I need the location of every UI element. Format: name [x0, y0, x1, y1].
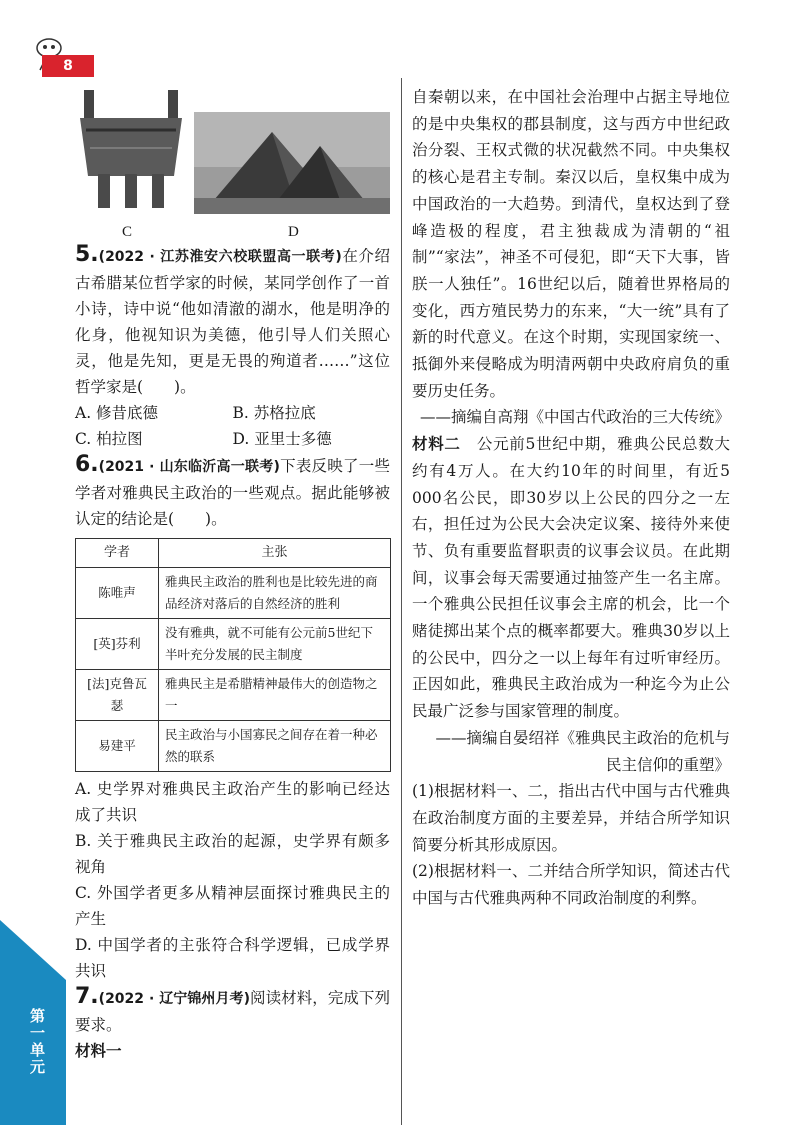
q6-source: (2021 · 山东临沂高一联考): [98, 459, 280, 475]
table-cell-claim: 雅典民主政治的胜利也是比较先进的商品经济对落后的自然经济的胜利: [159, 568, 391, 619]
material-2: [412, 431, 730, 725]
q5-number: 5.: [75, 242, 99, 267]
q6-stem: [75, 452, 390, 532]
requirement-1: (1)根据材料一、二，指出古代中国与古代雅典在政治制度方面的主要差异，并结合所学知识简要分析其形成原因。: [412, 782, 730, 854]
q5-text: 在介绍古希腊某位哲学家的时候，某同学创作了一首小诗，诗中说“他如清澈的湖水，他是明净的化身，他视知识为美德，他引导人们关照心灵，他是先知，更是无畏的殉道者……”这位哲学家是( )。: [75, 247, 390, 396]
q5-option-c[interactable]: C. 柏拉图: [75, 430, 143, 448]
table-header-row: [76, 539, 391, 568]
q6-option-a[interactable]: A. 史学界对雅典民主政治产生的影响已经达成了共识: [75, 780, 390, 824]
table-cell-scholar: [法]克鲁瓦瑟: [76, 670, 159, 721]
q5-stem: [75, 242, 390, 400]
table-cell-scholar: 陈唯声: [76, 568, 159, 619]
material-2-label: 材料二: [412, 435, 461, 454]
q7-number: 7.: [75, 984, 99, 1009]
material-1-text: 自秦朝以来，在中国社会治理中占据主导地位的是中央集权的郡县制度，这与西方中世纪政治分裂、王权式微的状况截然不同。中央集权的核心是君主专制。秦汉以后，皇权集中成为中国政治的一大趋势。到清代，皇权达到了登峰造极的程度，君主独裁成为清朝的“祖制”“家法”，神圣不可侵犯，即“天下大事，皆朕一人独任”。16世纪以后，随着世界格局的变化，西方殖民势力的东来，“大一统”具有了新的时代意义。在这个时期，实现国家统一、抵御外来侵略成为明清两朝中央政府肩负的重要历史任务。: [412, 88, 730, 400]
material-2-source-line-2: 民主信仰的重塑》: [605, 755, 730, 774]
table-header-scholar: 学者: [76, 539, 159, 568]
q5-options-row-2: [75, 426, 390, 452]
caption-c: C: [122, 224, 133, 240]
table-cell-claim: 民主政治与小国寡民之间存在着一种必然的联系: [159, 721, 391, 772]
right-column: [412, 84, 730, 912]
material-2-source-line-1: ——摘编自晏绍祥《雅典民主政治的危机与: [435, 728, 730, 747]
material-2-text: 公元前5世纪中期，雅典公民总数大约有4万人。在大约10年的时间里，有近5 000名公民，即30岁以上公民的四分之一左右，担任过为公民大会决定议案、接待外来使节、负有重要监督职责的议事会议员。在此期间，议事会每天需要通过抽签产生一名主席。一个雅典公民担任议事会主席的机会，比一个赌徒掷出某个点的概率都要大。雅典30岁以上的公民中，四分之一以上每年有过听审经历。正因如此，雅典民主政治成为一种迄今为止公民最广泛参与国家管理的制度。: [412, 435, 730, 721]
table-cell-claim: 没有雅典，就不可能有公元前5世纪下半叶充分发展的民主制度: [159, 619, 391, 670]
table-cell-claim: 雅典民主是希腊精神最伟大的创造物之一: [159, 670, 391, 721]
q5-option-b[interactable]: B. 苏格拉底: [232, 404, 316, 422]
q6-option-b[interactable]: B. 关于雅典民主政治的起源，史学界有颇多视角: [75, 832, 390, 876]
page-number: 8: [42, 55, 94, 77]
q7-source: (2022 · 辽宁锦州月考): [98, 991, 250, 1007]
table-row: [76, 568, 391, 619]
q5-options-row-1: [75, 400, 390, 426]
material-1-source: ——摘编自高翔《中国古代政治的三大传统》: [419, 408, 730, 427]
q5-option-a[interactable]: A. 修昔底德: [75, 404, 159, 422]
q5-option-d[interactable]: D. 亚里士多德: [232, 430, 332, 448]
table-row: [76, 619, 391, 670]
unit-label: 第一单元: [28, 1008, 46, 1076]
q7-stem: [75, 984, 390, 1038]
pyramids-image: [194, 112, 390, 214]
scholars-table: [75, 538, 391, 772]
left-column: [75, 242, 390, 1064]
q6-number: 6.: [75, 452, 99, 477]
table-cell-scholar: 易建平: [76, 721, 159, 772]
caption-d: D: [288, 224, 299, 240]
q7-material-1-start: [75, 1038, 390, 1064]
material-1-label: 材料一: [75, 1042, 122, 1060]
q6-option-c[interactable]: C. 外国学者更多从精神层面探讨雅典民主的产生: [75, 884, 390, 928]
column-divider: [401, 78, 402, 1125]
q6-option-d[interactable]: D. 中国学者的主张符合科学逻辑，已成学界共识: [75, 936, 390, 980]
table-cell-scholar: [英]芬利: [76, 619, 159, 670]
q6-text: 下表反映了一些学者对雅典民主政治的一些观点。据此能够被认定的结论是( )。: [75, 457, 390, 528]
table-header-claim: 主张: [159, 539, 391, 568]
q5-source: (2022 · 江苏淮安六校联盟高一联考): [98, 249, 342, 265]
table-row: [76, 670, 391, 721]
bronze-ding-image: [76, 86, 186, 211]
requirement-2: (2)根据材料一、二并结合所学知识，简述古代中国与古代雅典两种不同政治制度的利弊。: [412, 862, 730, 908]
q7-text: 阅读材料，完成下列要求。: [75, 989, 390, 1034]
table-row: [76, 721, 391, 772]
